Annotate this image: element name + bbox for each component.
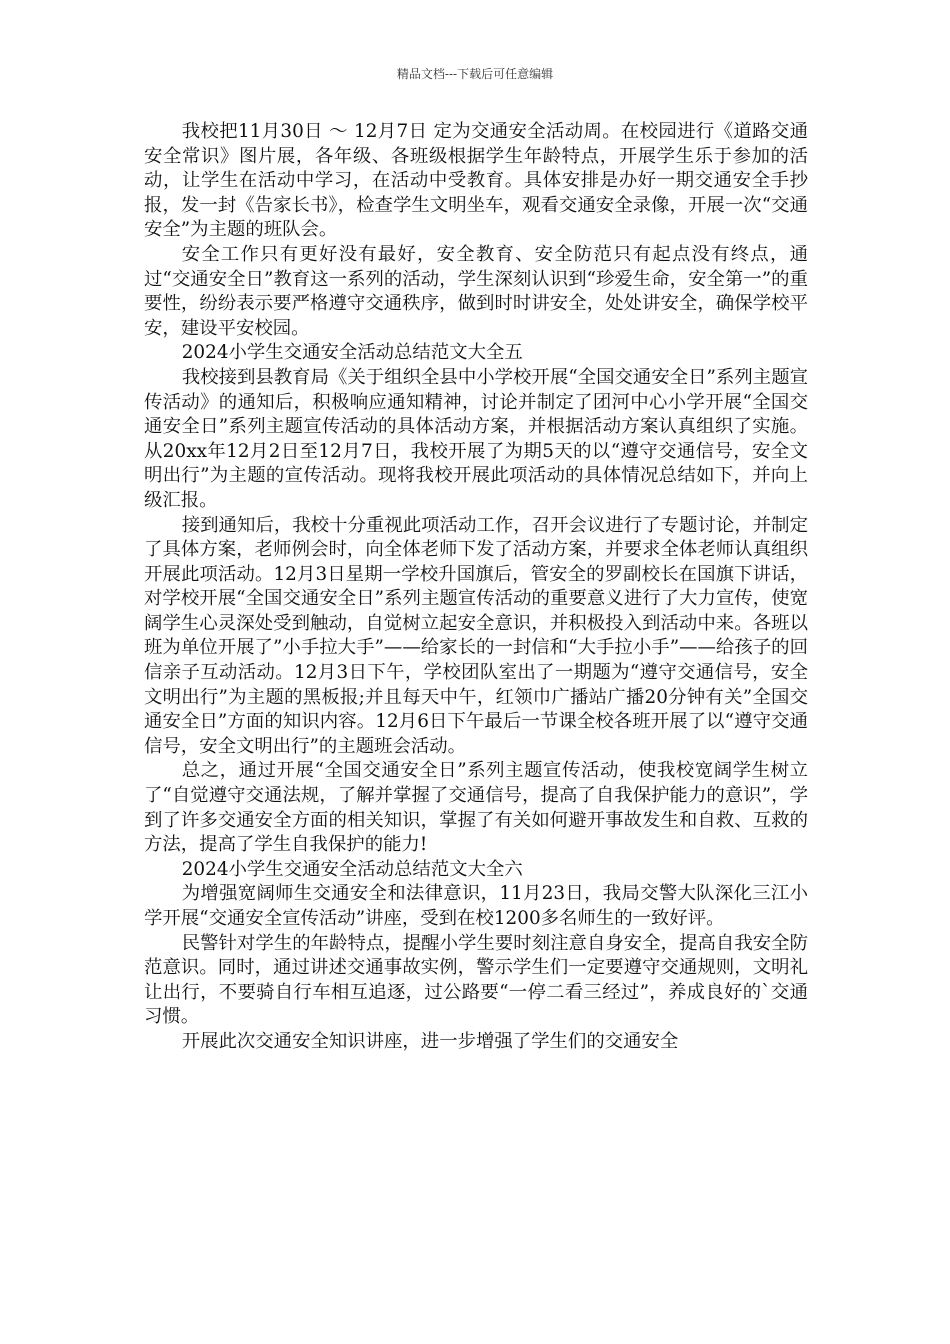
- paragraph: 民警针对学生的年龄特点，提醒小学生要时刻注意自身安全，提高自我安全防范意识。同时，通过讲述交通事故实例，警示学生们一定要遵守交通规则，文明礼让出行，不要骑自行车相互追逐，过公路要“一停二看三经过”，养成良好的`交通习惯。: [144, 932, 808, 1028]
- paragraph: 安全工作只有更好没有最好，安全教育、安全防范只有起点没有终点，通过“交通安全日”教育这一系列的活动，学生深刻认识到“珍爱生命，安全第一”的重要性，纷纷表示要严格遵守交通秩序，做到时时讲安全，处处讲安全，确保学校平安，建设平安校园。: [144, 243, 808, 339]
- paragraph: 我校把11月30日 ～ 12月7日 定为交通安全活动周。在校园进行《道路交通安全常识》图片展，各年级、各班级根据学生年龄特点，开展学生乐于参加的活动，让学生在活动中学习，在活动中受教育。具体安排是办好一期交通安全手抄报，发一封《告家长书》，检查学生文明坐车，观看交通安全录像，开展一次“交通安全”为主题的班队会。: [144, 121, 808, 241]
- section-heading: 2024小学生交通安全活动总结范文大全五: [181, 342, 523, 364]
- page-header: 精品文档---下载后可任意编辑: [396, 67, 554, 81]
- paragraph: 开展此次交通安全知识讲座，进一步增强了学生们的交通安全: [181, 1030, 679, 1052]
- paragraph: 我校接到县教育局《关于组织全县中小学校开展“全国交通安全日”系列主题宣传活动》的通知后，积极响应通知精神，讨论并制定了团河中心小学开展“全国交通安全日”系列主题宣传活动的具体活动方案，并根据活动方案认真组织了实施。从20xx年12月2日至12月7日，我校开展了为期5天的以“遵守交通信号，安全文明出行”为主题的宣传活动。现将我校开展此项活动的具体情况总结如下，并向上级汇报。: [144, 366, 808, 511]
- document-body: [144, 120, 808, 1055]
- section-heading: 2024小学生交通安全活动总结范文大全六: [181, 858, 523, 880]
- paragraph: 接到通知后，我校十分重视此项活动工作，召开会议进行了专题讨论，并制定了具体方案，老师例会时，向全体老师下发了活动方案，并要求全体老师认真组织开展此项活动。12月3日星期一学校升国旗后，管安全的罗副校长在国旗下讲话，对学校开展“全国交通安全日”系列主题宣传活动的重要意义进行了大力宣传，使宽阔学生心灵深处受到触动，自觉树立起安全意识，并积极投入到活动中来。各班以班为单位开展了”小手拉大手”——给家长的一封信和“大手拉小手”——给孩子的回信亲子互动活动。12月3日下午，学校团队室出了一期题为“遵守交通信号，安全文明出行”为主题的黑板报;并且每天中午，红领巾广播站广播20分钟有关”全国交通安全日”方面的知识内容。12月6日下午最后一节课全校各班开展了以“遵守交通信号，安全文明出行”的主题班会活动。: [144, 514, 808, 757]
- paragraph: 总之，通过开展“全国交通安全日”系列主题宣传活动，使我校宽阔学生树立了“自觉遵守交通法规，了解并掌握了交通信号，提高了自我保护能力的意识”，学到了许多交通安全方面的相关知识，掌握了有关如何避开事故发生和自救、互救的方法，提高了学生自我保护的能力!: [144, 760, 808, 856]
- paragraph: 为增强宽阔师生交通安全和法律意识，11月23日，我局交警大队深化三江小学开展“交通安全宣传活动”讲座，受到在校1200多名师生的一致好评。: [144, 883, 808, 929]
